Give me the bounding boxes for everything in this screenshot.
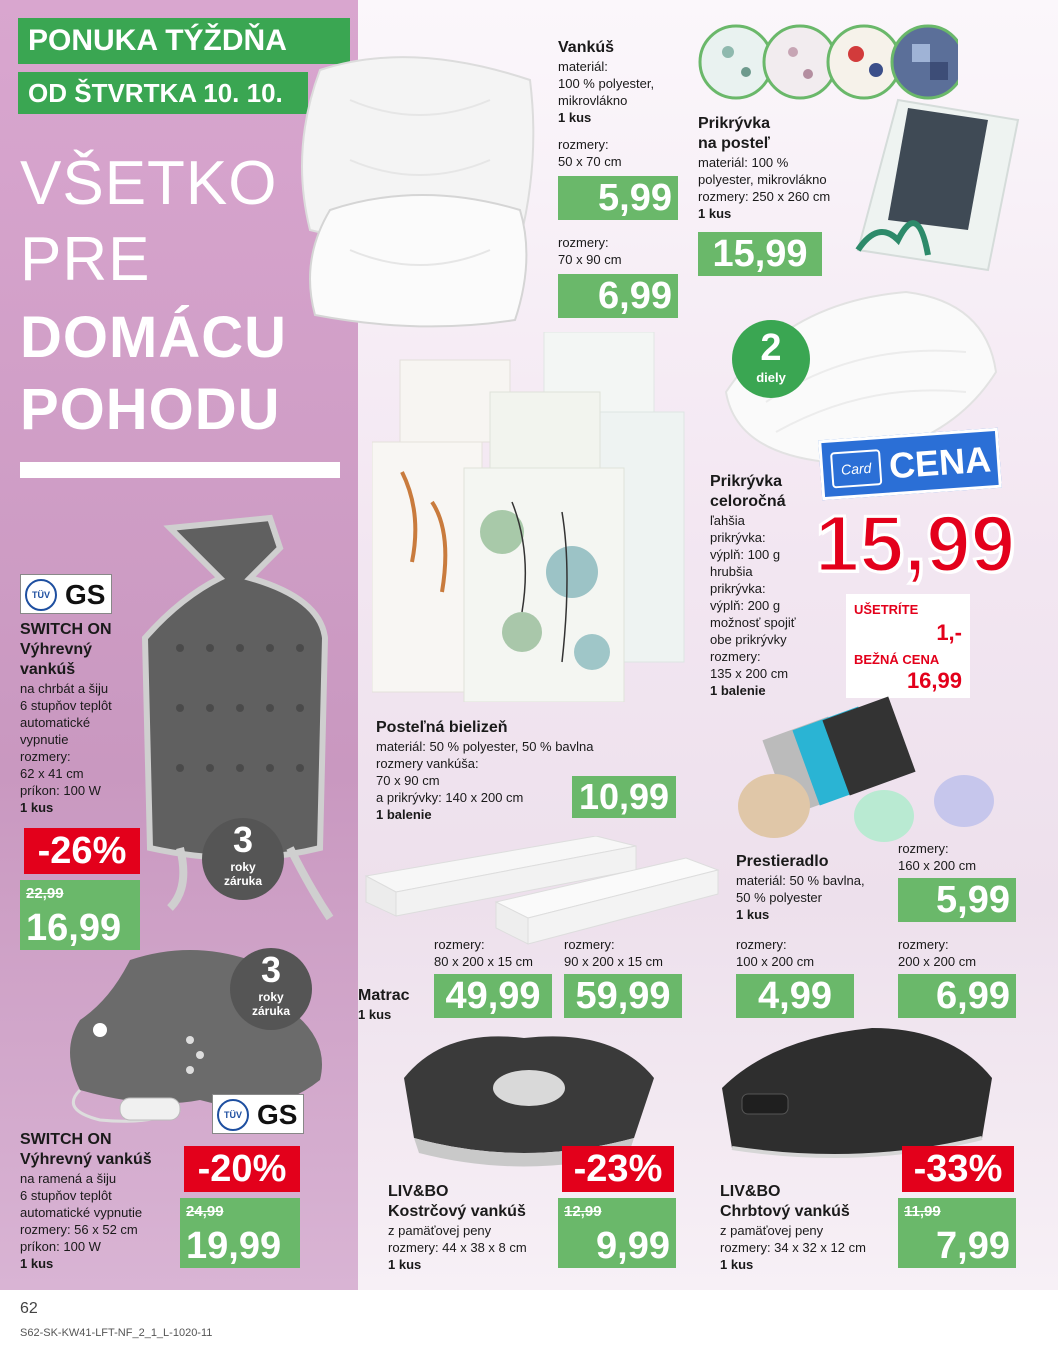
- heat-pad-neck-title: Výhrevný vankúš: [20, 1151, 152, 1168]
- lumbar-discount-value: -33%: [913, 1148, 1003, 1190]
- heat-pad-back-discount: [24, 828, 140, 874]
- blanket-info: [698, 114, 868, 222]
- duvet-line: výplň: 100 g: [710, 547, 781, 562]
- tuv-logo: [25, 579, 57, 611]
- pillow-price1: [558, 176, 678, 220]
- duvet-line: obe prikrývky: [710, 632, 787, 647]
- duvet-save-value: 1,-: [936, 620, 962, 645]
- lumbar-desc2: rozmery: 34 x 32 x 12 cm: [720, 1240, 866, 1255]
- mattress-image: [356, 836, 726, 946]
- blanket-desc3: rozmery: 250 x 260 cm: [698, 189, 831, 204]
- heat-pad-neck-info: [20, 1130, 180, 1272]
- heat-pad-back-line: 62 x 41 cm: [20, 766, 84, 781]
- sheet-size1: [898, 840, 976, 874]
- mattress-price1-value: 49,99: [445, 975, 541, 1017]
- sheet-size3: [898, 936, 976, 970]
- pillow-price2: [558, 274, 678, 318]
- pillow-desc1: materiál:: [558, 59, 608, 74]
- lumbar-qty: 1 kus: [720, 1257, 754, 1272]
- lumbar-price-box: [898, 1198, 1016, 1268]
- heat-pad-neck-price-box: [180, 1198, 300, 1268]
- coccyx-info: [388, 1182, 558, 1273]
- duvet-line: možnosť spojiť: [710, 615, 796, 630]
- heat-pad-back-title2: vankúš: [20, 661, 76, 678]
- sheet-price3: [898, 974, 1016, 1018]
- cena-word: CENA: [887, 438, 993, 487]
- coccyx-desc1: z pamäťovej peny: [388, 1223, 492, 1238]
- duvet-line: prikrývka:: [710, 581, 766, 596]
- heat-pad-back-line: vypnutie: [20, 732, 69, 747]
- blanket-title2: na posteľ: [698, 135, 770, 152]
- sheet-size2-label: rozmery:: [736, 937, 787, 952]
- heat-pad-back-info: [20, 620, 150, 816]
- coccyx-qty: 1 kus: [388, 1257, 422, 1272]
- heat-pad-neck-line: príkon: 100 W: [20, 1239, 101, 1254]
- bedding-price: [572, 776, 676, 818]
- blanket-qty: 1 kus: [698, 206, 732, 221]
- coccyx-price-box: [558, 1198, 676, 1268]
- duvet-line: rozmery:: [710, 649, 761, 664]
- mattress-size1-label: rozmery:: [434, 937, 485, 952]
- heat-pad-neck-warranty-badge: [230, 948, 312, 1030]
- gs-logo: GS: [257, 1099, 298, 1130]
- sheet-size1-label: rozmery:: [898, 841, 949, 856]
- print-code: S62-SK-KW41-LFT-NF_2_1_L-1020-11: [20, 1327, 213, 1339]
- mattress-size2-value: 90 x 200 x 15 cm: [564, 954, 663, 969]
- duvet-line: výplň: 200 g: [710, 598, 781, 613]
- duvet-line: prikrývka:: [710, 530, 766, 545]
- warranty-line1: roky: [258, 990, 284, 1004]
- lumbar-old-price: 11,99: [904, 1203, 941, 1220]
- duvet-regular-label: BEŽNÁ CENA: [854, 652, 940, 667]
- pillow-info: [558, 38, 698, 126]
- mattress-size1-value: 80 x 200 x 15 cm: [434, 954, 533, 969]
- pillow-qty: 1 kus: [558, 110, 592, 125]
- gs-logo: GS: [65, 579, 106, 610]
- heat-pad-back-warranty-badge: [202, 818, 284, 900]
- pillow-price1-value: 5,99: [598, 177, 672, 219]
- mattress-price1: [434, 974, 552, 1018]
- heat-pad-back-line: 6 stupňov teplôt: [20, 698, 112, 713]
- blanket-desc2: polyester, mikrovlákno: [698, 172, 827, 187]
- sheet-size3-value: 200 x 200 cm: [898, 954, 977, 969]
- card-logo: [830, 449, 882, 488]
- duvet-badge-label: diely: [756, 370, 786, 385]
- sheet-desc1: materiál: 50 % bavlna,: [736, 873, 865, 888]
- pillow-size2-value: 70 x 90 cm: [558, 252, 622, 267]
- pillow-desc2: 100 % polyester,: [558, 76, 655, 91]
- sheet-size3-label: rozmery:: [898, 937, 949, 952]
- headline-line4: POHODU: [20, 377, 281, 442]
- page-number: 62: [20, 1300, 38, 1317]
- bedding-image: [372, 332, 692, 702]
- duvet-line: hrubšia: [710, 564, 753, 579]
- blanket-price: [698, 232, 822, 276]
- warranty-num: 3: [232, 819, 254, 860]
- heat-pad-back-old-price: 22,99: [26, 885, 64, 902]
- sheet-title: Prestieradlo: [736, 853, 829, 870]
- blanket-price-value: 15,99: [712, 233, 808, 275]
- heat-pad-neck-price: 19,99: [186, 1225, 282, 1267]
- pillow-size2-label: rozmery:: [558, 235, 609, 250]
- sheet-size2-value: 100 x 200 cm: [736, 954, 815, 969]
- sheet-size2: [736, 936, 814, 970]
- week-offer-tag: PONUKA TÝŽDŇA: [18, 18, 350, 64]
- mattress-size2: [564, 936, 663, 970]
- bedding-info: [376, 718, 594, 823]
- duvet-badge-num: 2: [760, 327, 782, 369]
- headline-line3: DOMÁCU: [20, 305, 287, 370]
- coccyx-desc2: rozmery: 44 x 38 x 8 cm: [388, 1240, 527, 1255]
- heat-pad-back-qty: 1 kus: [20, 800, 54, 815]
- coccyx-discount-value: -23%: [573, 1148, 663, 1190]
- lumbar-title: Chrbtový vankúš: [720, 1203, 850, 1220]
- duvet-line: 135 x 200 cm: [710, 666, 789, 681]
- heat-pad-back-brand: SWITCH ON: [20, 621, 112, 638]
- sheet-price1: [898, 878, 1016, 922]
- blanket-title1: Prikrývka: [698, 115, 771, 132]
- lumbar-desc1: z pamäťovej peny: [720, 1223, 824, 1238]
- heat-pad-neck-line: automatické vypnutie: [20, 1205, 143, 1220]
- pillows-image: [290, 40, 550, 330]
- sheet-info: [736, 852, 896, 923]
- heat-pad-back-line: rozmery:: [20, 749, 71, 764]
- tuv-text: TÜV: [32, 590, 50, 600]
- date-tag: OD ŠTVRTKA 10. 10.: [18, 72, 308, 114]
- coccyx-discount: [562, 1146, 674, 1192]
- duvet-regular-value: 16,99: [906, 668, 962, 693]
- mattress-size2-label: rozmery:: [564, 937, 615, 952]
- duvet-title2: celoročná: [710, 493, 786, 510]
- heat-pad-back-discount-value: -26%: [37, 830, 127, 872]
- sheet-price3-value: 6,99: [936, 975, 1010, 1017]
- mattress-qty: 1 kus: [358, 1007, 392, 1022]
- sheet-qty: 1 kus: [736, 907, 770, 922]
- mattress-title: Matrac: [358, 987, 410, 1004]
- card-price-badge: [818, 428, 1002, 500]
- tuv-gs-logos-neck: [212, 1094, 304, 1134]
- duvet-save-label: UŠETRÍTE: [854, 602, 919, 617]
- heat-pad-neck-discount: [184, 1146, 300, 1192]
- duvet-line: ľahšia: [710, 513, 745, 528]
- pillow-price2-value: 6,99: [598, 275, 672, 317]
- bedding-desc1: materiál: 50 % polyester, 50 % bavlna: [376, 739, 594, 754]
- headline-divider: [20, 462, 340, 478]
- sheet-desc2: 50 % polyester: [736, 890, 822, 905]
- coccyx-title: Kostrčový vankúš: [388, 1203, 526, 1220]
- mattress-price2-value: 59,99: [575, 975, 671, 1017]
- sheet-price1-value: 5,99: [936, 879, 1010, 921]
- sheet-price2-value: 4,99: [758, 975, 832, 1017]
- duvet-savings-box: [846, 594, 970, 698]
- duvet-title1: Prikrývka: [710, 473, 783, 490]
- sheet-price2: [736, 974, 854, 1018]
- warranty-num: 3: [260, 949, 282, 990]
- coccyx-price: 9,99: [596, 1225, 670, 1267]
- warranty-line1: roky: [230, 860, 256, 874]
- warranty-line2: záruka: [251, 1004, 291, 1018]
- bedding-desc2: rozmery vankúša:: [376, 756, 479, 771]
- lumbar-info: [720, 1182, 890, 1273]
- pillow-size1-value: 50 x 70 cm: [558, 154, 622, 169]
- bedding-qty: 1 balenie: [376, 807, 432, 822]
- pillow-size1: [558, 136, 622, 170]
- heat-pad-neck-brand: SWITCH ON: [20, 1131, 112, 1148]
- headline-line1: VŠETKO: [20, 149, 278, 218]
- duvet-card-price: [810, 494, 1020, 594]
- coccyx-old-price: 12,99: [564, 1203, 602, 1220]
- heat-pad-back-line: príkon: 100 W: [20, 783, 101, 798]
- pillow-desc3: mikrovlákno: [558, 93, 628, 108]
- pillow-title: Vankúš: [558, 39, 615, 56]
- bedding-desc3: 70 x 90 cm: [376, 773, 440, 788]
- coccyx-brand: LIV&BO: [388, 1183, 449, 1200]
- tuv-gs-logos-back: [20, 574, 112, 614]
- heat-pad-neck-line: rozmery: 56 x 52 cm: [20, 1222, 138, 1237]
- duvet-price-value: 15,99: [814, 499, 1016, 588]
- lumbar-discount: [902, 1146, 1014, 1192]
- heat-pad-neck-discount-value: -20%: [197, 1148, 287, 1190]
- lumbar-price: 7,99: [936, 1225, 1010, 1267]
- mattress-price2: [564, 974, 682, 1018]
- heat-pad-back-title1: Výhrevný: [20, 641, 93, 658]
- duvet-line: 1 balenie: [710, 683, 766, 698]
- heat-pad-neck-old-price: 24,99: [186, 1203, 224, 1220]
- warranty-line2: záruka: [223, 874, 263, 888]
- heat-pad-back-line: na chrbát a šiju: [20, 681, 109, 696]
- sheets-image: [734, 696, 1004, 846]
- pillow-size1-label: rozmery:: [558, 137, 609, 152]
- tuv-text: TÜV: [224, 1110, 242, 1120]
- heat-pad-back-line: automatické: [20, 715, 91, 730]
- duvet-pieces-badge: [732, 320, 810, 398]
- heat-pad-back-price: 16,99: [26, 907, 122, 949]
- blanket-desc1: materiál: 100 %: [698, 155, 789, 170]
- sheet-size1-value: 160 x 200 cm: [898, 858, 977, 873]
- pillow-size2: [558, 234, 622, 268]
- tuv-logo: [217, 1099, 249, 1131]
- bedding-desc4: a prikrývky: 140 x 200 cm: [376, 790, 524, 805]
- lumbar-brand: LIV&BO: [720, 1183, 781, 1200]
- heat-pad-neck-line: 6 stupňov teplôt: [20, 1188, 112, 1203]
- card-word: Card: [840, 459, 872, 478]
- headline-line2: PRE: [20, 225, 151, 294]
- mattress-size1: [434, 936, 533, 970]
- heat-pad-neck-qty: 1 kus: [20, 1256, 54, 1271]
- heat-pad-neck-line: na ramená a šiju: [20, 1171, 117, 1186]
- bedding-title: Posteľná bielizeň: [376, 719, 508, 736]
- bedding-price-value: 10,99: [578, 776, 670, 817]
